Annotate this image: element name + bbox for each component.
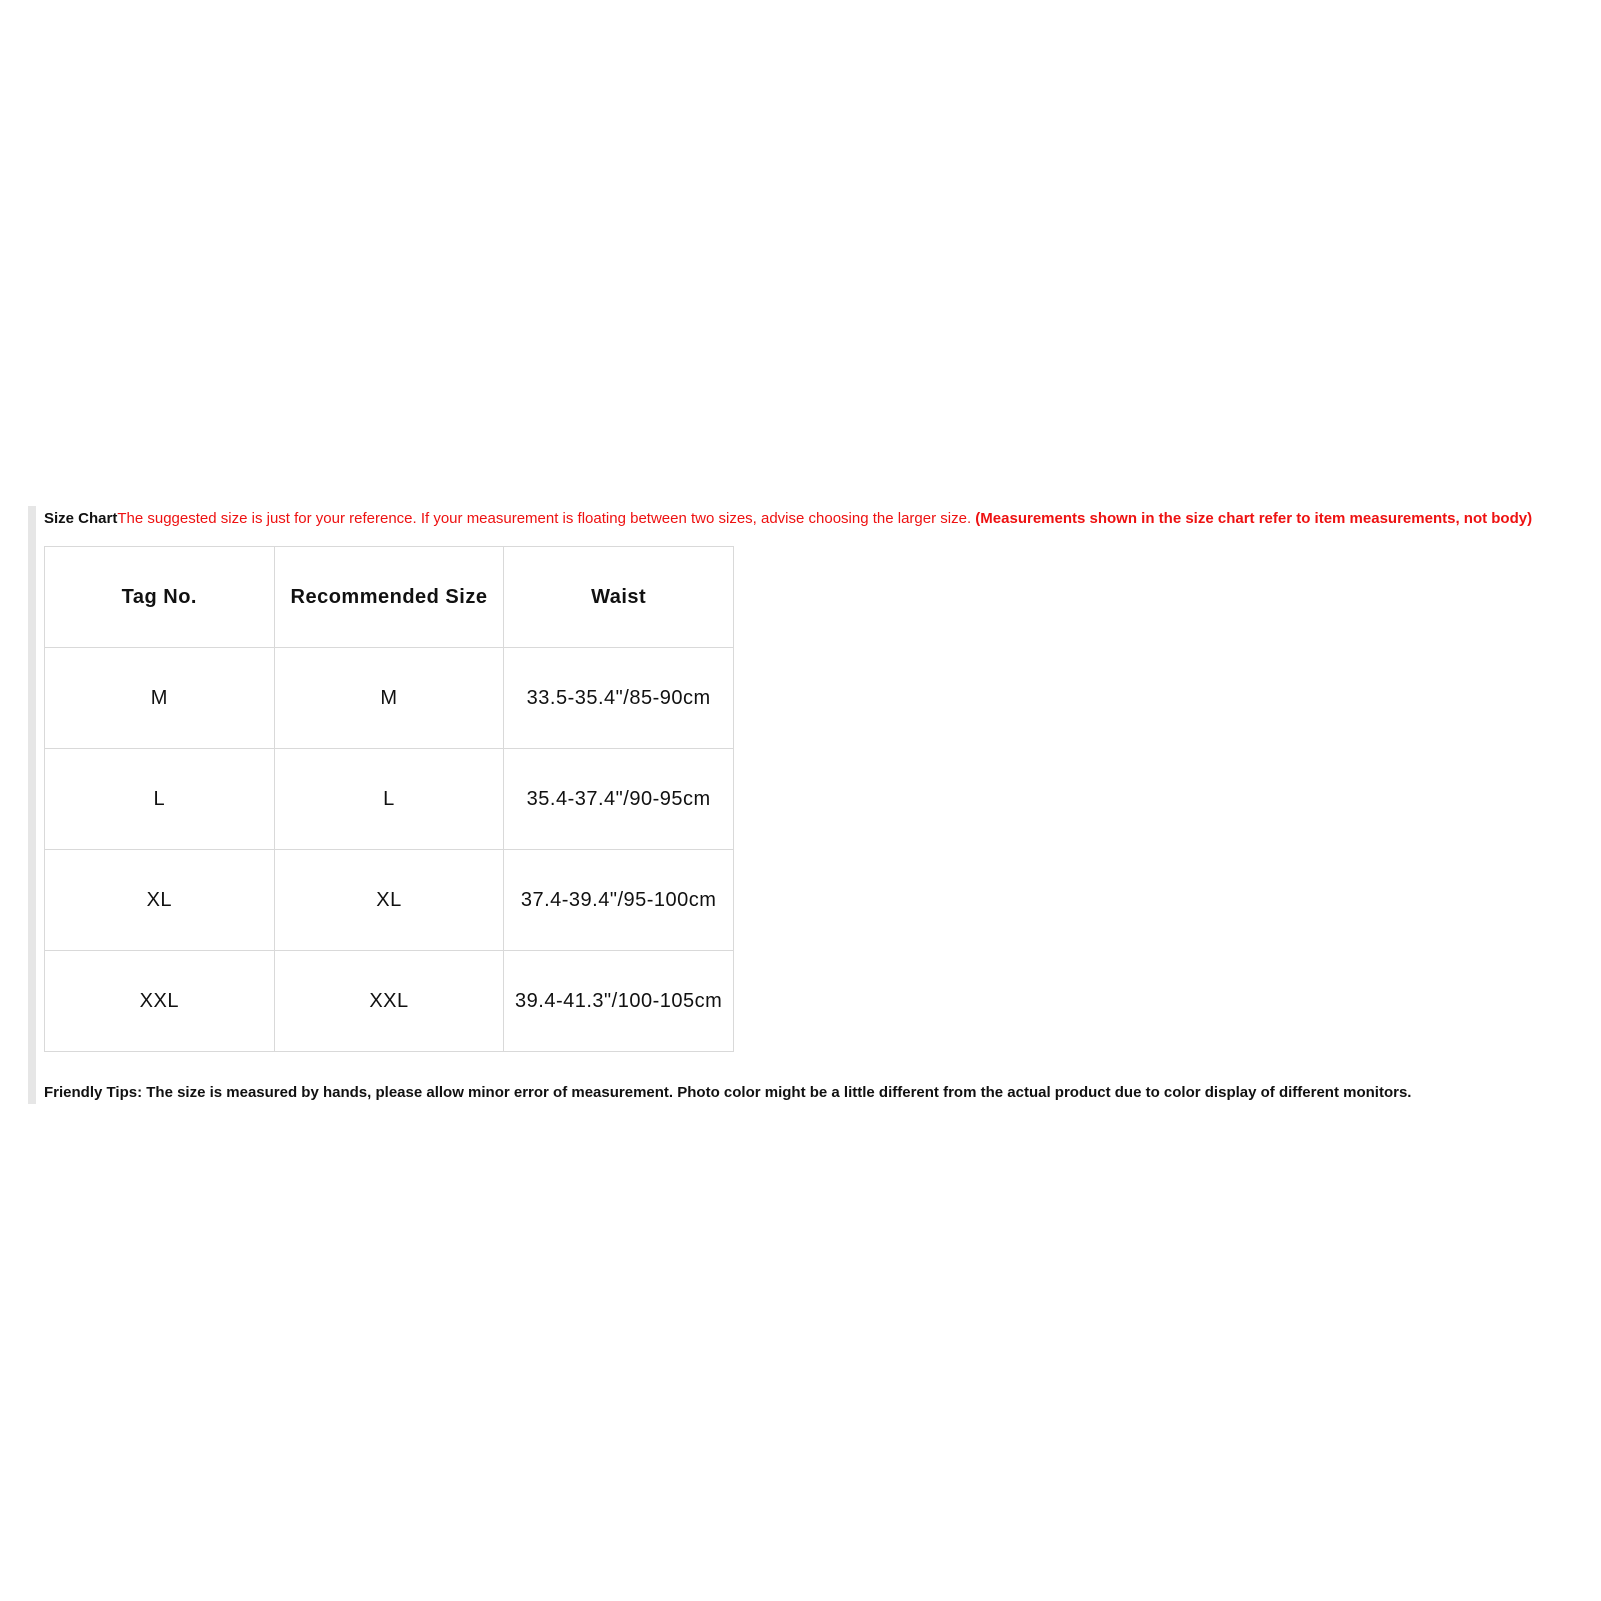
waist-cell: 39.4-41.3"/100-105cm (504, 951, 734, 1052)
header-recommended-size: Recommended Size (274, 547, 504, 648)
waist-cell: 35.4-37.4"/90-95cm (504, 749, 734, 850)
size-reference-note: The suggested size is just for your reference. If your measurement is floating between two sizes, advise choosing the larger size. (117, 510, 976, 527)
tag-no-cell: M (45, 648, 275, 749)
table-row (45, 951, 734, 1052)
friendly-tips: Friendly Tips: The size is measured by hands, please allow minor error of measurement. Photo color might be a little different from the actual product due to color display of different monitors. (44, 1084, 1412, 1101)
size-chart-title: Size Chart (44, 510, 118, 527)
table-row (45, 850, 734, 951)
recommended-size-cell: XL (274, 850, 504, 951)
waist-cell: 33.5-35.4"/85-90cm (504, 648, 734, 749)
table-header-row (45, 547, 734, 648)
header-tag-no: Tag No. (45, 547, 275, 648)
size-table (44, 546, 734, 1052)
size-chart-intro (44, 510, 1584, 528)
waist-cell: 37.4-39.4"/95-100cm (504, 850, 734, 951)
header-waist: Waist (504, 547, 734, 648)
recommended-size-cell: XXL (274, 951, 504, 1052)
measurement-note: (Measurements shown in the size chart refer to item measurements, not body) (975, 510, 1533, 527)
table-row (45, 648, 734, 749)
tag-no-cell: L (45, 749, 275, 850)
tag-no-cell: XL (45, 850, 275, 951)
tag-no-cell: XXL (45, 951, 275, 1052)
table-row (45, 749, 734, 850)
recommended-size-cell: L (274, 749, 504, 850)
recommended-size-cell: M (274, 648, 504, 749)
